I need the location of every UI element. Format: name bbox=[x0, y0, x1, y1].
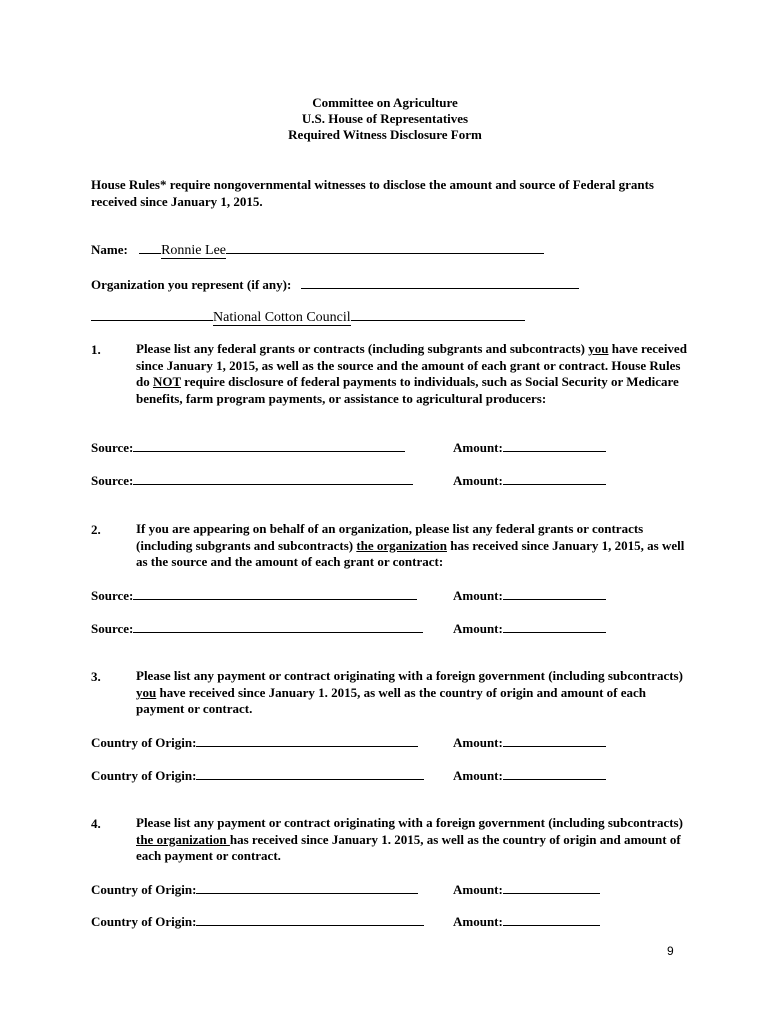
q1-emph: you bbox=[588, 341, 609, 356]
q1-amount-line-2[interactable] bbox=[503, 472, 606, 485]
q2-number: 2. bbox=[91, 522, 101, 537]
q1-amount-label-1: Amount: bbox=[453, 440, 503, 455]
q1-text bbox=[136, 341, 691, 407]
q2-text bbox=[136, 521, 691, 571]
q1-amount-row-2 bbox=[453, 472, 606, 489]
page-number: 9 bbox=[667, 944, 674, 958]
q2-amount-row-1 bbox=[453, 587, 606, 604]
header-house: U.S. House of Representatives bbox=[301, 111, 469, 126]
q2-emph: the organization bbox=[356, 537, 447, 553]
q3-country-line-1[interactable] bbox=[196, 734, 418, 747]
q2-source-label-1: Source: bbox=[91, 588, 134, 603]
q1-text-c: require disclosure of federal payments to individuals, such as Social Security or Medicare benefits, farm program payments, or assistance to agricultural producers: bbox=[136, 374, 679, 406]
q1-source-line-1[interactable] bbox=[133, 439, 405, 452]
q4-country-label-2: Country of Origin: bbox=[91, 914, 197, 929]
q1-emph2: NOT bbox=[152, 374, 181, 389]
name-value[interactable]: Ronnie Lee bbox=[161, 243, 226, 258]
q1-source-row-2 bbox=[91, 472, 413, 489]
q4-amount-row-1 bbox=[453, 881, 600, 898]
organization-field bbox=[91, 276, 579, 293]
q3-country-label-2: Country of Origin: bbox=[91, 768, 197, 783]
q3-country-label-1: Country of Origin: bbox=[91, 735, 197, 750]
q2-amount-label-2: Amount: bbox=[453, 621, 503, 636]
q2-text-a: If you are appearing on behalf of an organization, please list any federal grants or contracts (including subgrants and subcontracts) bbox=[136, 521, 644, 553]
q3-amount-row-1 bbox=[453, 734, 606, 751]
q2-amount-row-2 bbox=[453, 620, 606, 637]
q4-country-row-2 bbox=[91, 913, 424, 930]
organization-line[interactable] bbox=[301, 276, 579, 289]
q3-amount-label-2: Amount: bbox=[453, 768, 503, 783]
organization-label: Organization you represent (if any): bbox=[91, 277, 292, 292]
q4-amount-line-2[interactable] bbox=[503, 913, 600, 926]
q2-amount-line-2[interactable] bbox=[503, 620, 606, 633]
q1-text-b: have received since January 1, 2015, as well as the source and the amount of each grant or contract. House Rules do bbox=[136, 341, 687, 389]
q2-amount-line-1[interactable] bbox=[503, 587, 606, 600]
q3-amount-line-1[interactable] bbox=[503, 734, 606, 747]
q4-text bbox=[136, 815, 691, 865]
name-line-pre bbox=[139, 241, 161, 254]
q3-number: 3. bbox=[91, 669, 101, 684]
q3-country-row-1 bbox=[91, 734, 418, 751]
header-form-title: Required Witness Disclosure Form bbox=[288, 127, 482, 142]
q2-source-line-2[interactable] bbox=[133, 620, 423, 633]
q4-emph: the organization bbox=[136, 831, 230, 847]
org-line-post bbox=[351, 308, 525, 321]
q4-text-b: has received since January 1. 2015, as well as the country of origin and amount of each payment or contract. bbox=[136, 831, 681, 863]
q4-amount-line-1[interactable] bbox=[503, 881, 600, 894]
q1-source-label-2: Source: bbox=[91, 473, 134, 488]
q3-emph: you bbox=[136, 684, 157, 700]
q4-amount-label-2: Amount: bbox=[453, 914, 503, 929]
q1-text-a: Please list any federal grants or contracts (including subgrants and subcontracts) bbox=[136, 341, 589, 356]
q4-country-label-1: Country of Origin: bbox=[91, 882, 197, 897]
q1-amount-line-1[interactable] bbox=[503, 439, 606, 452]
q1-source-line-2[interactable] bbox=[133, 472, 413, 485]
q4-country-row-1 bbox=[91, 881, 418, 898]
header-committee: Committee on Agriculture bbox=[312, 95, 458, 110]
q3-amount-label-1: Amount: bbox=[453, 735, 503, 750]
q2-text-b: has received since January 1, 2015, as well as the source and the amount of each grant or contract: bbox=[136, 537, 685, 569]
name-label: Name: bbox=[91, 242, 128, 257]
q2-source-row-1 bbox=[91, 587, 417, 604]
q3-country-line-2[interactable] bbox=[196, 767, 424, 780]
q4-amount-row-2 bbox=[453, 913, 600, 930]
q1-amount-row-1 bbox=[453, 439, 606, 456]
q1-number: 1. bbox=[91, 342, 101, 357]
q1-source-row-1 bbox=[91, 439, 405, 456]
q2-source-row-2 bbox=[91, 620, 423, 637]
name-line-post bbox=[226, 241, 544, 254]
q2-source-line-1[interactable] bbox=[133, 587, 417, 600]
q3-text-a: Please list any payment or contract originating with a foreign government (including subcontracts) bbox=[136, 668, 683, 683]
org-line-pre bbox=[91, 308, 213, 321]
q3-text-b: have received since January 1. 2015, as well as the country of origin and amount of each payment or contract. bbox=[136, 684, 647, 716]
name-field bbox=[91, 241, 544, 259]
q2-source-label-2: Source: bbox=[91, 621, 134, 636]
q1-amount-label-2: Amount: bbox=[453, 473, 503, 488]
q4-country-line-1[interactable] bbox=[196, 881, 418, 894]
q4-number: 4. bbox=[91, 816, 101, 831]
intro-text: House Rules* require nongovernmental witnesses to disclose the amount and source of Federal grants received since January 1, 2015. bbox=[91, 177, 654, 209]
q4-country-line-2[interactable] bbox=[196, 913, 424, 926]
q3-country-row-2 bbox=[91, 767, 424, 784]
organization-value-field bbox=[91, 308, 525, 326]
q2-amount-label-1: Amount: bbox=[453, 588, 503, 603]
q1-source-label-1: Source: bbox=[91, 440, 134, 455]
organization-value[interactable]: National Cotton Council bbox=[213, 310, 351, 325]
q4-amount-label-1: Amount: bbox=[453, 882, 503, 897]
q3-amount-line-2[interactable] bbox=[503, 767, 606, 780]
q3-amount-row-2 bbox=[453, 767, 606, 784]
q3-text bbox=[136, 668, 691, 718]
q4-text-a: Please list any payment or contract originating with a foreign government (including subcontracts) bbox=[136, 815, 683, 830]
